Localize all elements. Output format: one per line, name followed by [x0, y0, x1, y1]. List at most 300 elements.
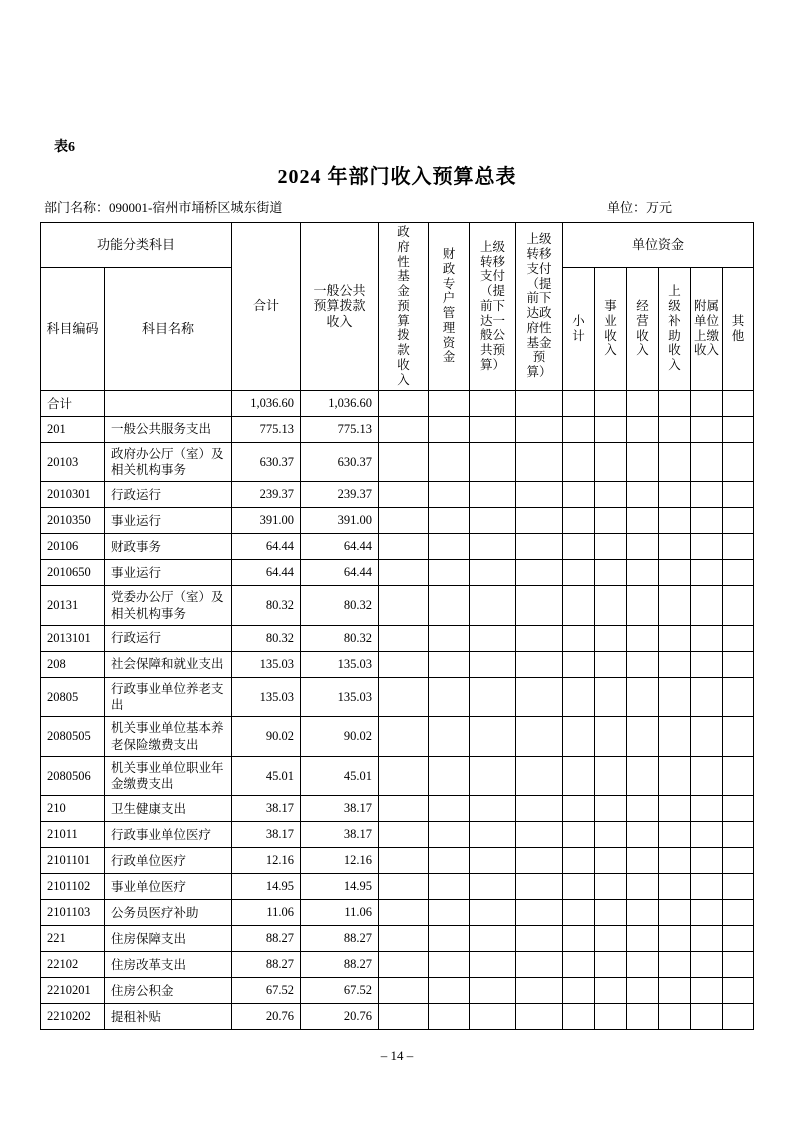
cell-fiscal-account-funds — [429, 560, 470, 586]
cell-subject-name: 社会保障和就业支出 — [105, 651, 232, 677]
table-row — [41, 586, 754, 626]
cell-transfer-general — [470, 677, 516, 717]
cell-subject-code: 221 — [41, 926, 105, 952]
cell-subject-code: 2101103 — [41, 900, 105, 926]
cell-gov-fund-income — [379, 534, 429, 560]
table-row — [41, 482, 754, 508]
cell-superior-subsidy-income — [659, 482, 691, 508]
cell-total: 391.00 — [232, 508, 301, 534]
cell-transfer-fund — [516, 416, 563, 442]
cell-subject-name: 住房公积金 — [105, 978, 232, 1004]
cell-superior-subsidy-income — [659, 952, 691, 978]
cell-subject-name: 行政单位医疗 — [105, 848, 232, 874]
cell-gov-fund-income — [379, 416, 429, 442]
cell-superior-subsidy-income — [659, 390, 691, 416]
cell-total: 775.13 — [232, 416, 301, 442]
cell-fiscal-account-funds — [429, 900, 470, 926]
cell-transfer-general — [470, 390, 516, 416]
cell-unit-subtotal — [563, 900, 595, 926]
cell-transfer-general — [470, 651, 516, 677]
cell-unit-subtotal — [563, 874, 595, 900]
unit-label: 单位：万元 — [607, 200, 673, 215]
header-other — [723, 268, 754, 391]
cell-superior-subsidy-income — [659, 978, 691, 1004]
header-unit-subtotal — [563, 268, 595, 391]
cell-general-budget-income: 12.16 — [301, 848, 379, 874]
table-row — [41, 560, 754, 586]
cell-business-income — [595, 796, 627, 822]
table-row — [41, 390, 754, 416]
cell-subject-code: 2080505 — [41, 717, 105, 757]
cell-unit-subtotal — [563, 651, 595, 677]
cell-general-budget-income: 80.32 — [301, 586, 379, 626]
header-fiscal-account — [429, 223, 470, 391]
cell-operating-income — [627, 926, 659, 952]
cell-fiscal-account-funds — [429, 978, 470, 1004]
cell-gov-fund-income — [379, 874, 429, 900]
cell-subject-code: 20103 — [41, 442, 105, 482]
cell-fiscal-account-funds — [429, 482, 470, 508]
cell-other — [723, 848, 754, 874]
header-superior-subsidy — [659, 268, 691, 391]
cell-unit-subtotal — [563, 822, 595, 848]
cell-total: 14.95 — [232, 874, 301, 900]
cell-superior-subsidy-income — [659, 822, 691, 848]
cell-transfer-fund — [516, 900, 563, 926]
cell-affiliated-income — [691, 796, 723, 822]
cell-other — [723, 651, 754, 677]
cell-subject-name: 党委办公厅（室）及相关机构事务 — [105, 586, 232, 626]
cell-total: 20.76 — [232, 1004, 301, 1030]
cell-superior-subsidy-income — [659, 416, 691, 442]
cell-business-income — [595, 822, 627, 848]
cell-superior-subsidy-income — [659, 756, 691, 796]
cell-transfer-general — [470, 508, 516, 534]
cell-affiliated-income — [691, 848, 723, 874]
cell-affiliated-income — [691, 756, 723, 796]
cell-fiscal-account-funds — [429, 848, 470, 874]
cell-transfer-general — [470, 717, 516, 757]
cell-superior-subsidy-income — [659, 625, 691, 651]
cell-fiscal-account-funds — [429, 796, 470, 822]
cell-other — [723, 717, 754, 757]
cell-business-income — [595, 952, 627, 978]
cell-other — [723, 625, 754, 651]
cell-business-income — [595, 482, 627, 508]
cell-affiliated-income — [691, 926, 723, 952]
header-business-income-label: 事业收入 — [604, 299, 617, 358]
budget-table-header — [41, 223, 754, 391]
table-row — [41, 756, 754, 796]
table-row — [41, 442, 754, 482]
cell-operating-income — [627, 978, 659, 1004]
header-transfer-general — [470, 223, 516, 391]
table-row — [41, 952, 754, 978]
table-row — [41, 796, 754, 822]
cell-subject-name: 机关事业单位职业年金缴费支出 — [105, 756, 232, 796]
cell-general-budget-income: 239.37 — [301, 482, 379, 508]
cell-operating-income — [627, 848, 659, 874]
page-title: 2024 年部门收入预算总表 — [277, 166, 517, 188]
cell-total: 64.44 — [232, 560, 301, 586]
cell-operating-income — [627, 390, 659, 416]
cell-operating-income — [627, 677, 659, 717]
cell-general-budget-income: 88.27 — [301, 952, 379, 978]
cell-unit-subtotal — [563, 926, 595, 952]
cell-transfer-general — [470, 874, 516, 900]
cell-affiliated-income — [691, 560, 723, 586]
cell-transfer-general — [470, 586, 516, 626]
cell-affiliated-income — [691, 442, 723, 482]
cell-subject-name: 提租补贴 — [105, 1004, 232, 1030]
cell-gov-fund-income — [379, 586, 429, 626]
cell-total: 11.06 — [232, 900, 301, 926]
cell-transfer-fund — [516, 796, 563, 822]
cell-total: 88.27 — [232, 952, 301, 978]
cell-total: 67.52 — [232, 978, 301, 1004]
cell-other — [723, 926, 754, 952]
cell-fiscal-account-funds — [429, 822, 470, 848]
header-operating-income-label: 经营收入 — [636, 299, 649, 358]
cell-superior-subsidy-income — [659, 926, 691, 952]
cell-business-income — [595, 651, 627, 677]
cell-other — [723, 442, 754, 482]
cell-subject-name: 卫生健康支出 — [105, 796, 232, 822]
cell-subject-code: 合计 — [41, 390, 105, 416]
cell-gov-fund-income — [379, 508, 429, 534]
cell-fiscal-account-funds — [429, 1004, 470, 1030]
cell-transfer-fund — [516, 717, 563, 757]
cell-subject-code: 20805 — [41, 677, 105, 717]
cell-transfer-fund — [516, 560, 563, 586]
cell-transfer-fund — [516, 482, 563, 508]
cell-general-budget-income: 64.44 — [301, 534, 379, 560]
cell-affiliated-income — [691, 717, 723, 757]
cell-subject-name: 政府办公厅（室）及相关机构事务 — [105, 442, 232, 482]
cell-gov-fund-income — [379, 560, 429, 586]
cell-subject-name: 行政运行 — [105, 625, 232, 651]
cell-transfer-general — [470, 625, 516, 651]
cell-subject-code: 20106 — [41, 534, 105, 560]
cell-business-income — [595, 756, 627, 796]
cell-total: 1,036.60 — [232, 390, 301, 416]
cell-affiliated-income — [691, 508, 723, 534]
header-other-label: 其他 — [731, 313, 745, 343]
cell-superior-subsidy-income — [659, 874, 691, 900]
table-row — [41, 900, 754, 926]
cell-other — [723, 978, 754, 1004]
cell-general-budget-income: 88.27 — [301, 926, 379, 952]
cell-subject-name: 一般公共服务支出 — [105, 416, 232, 442]
cell-operating-income — [627, 416, 659, 442]
cell-unit-subtotal — [563, 625, 595, 651]
cell-gov-fund-income — [379, 900, 429, 926]
cell-general-budget-income: 775.13 — [301, 416, 379, 442]
cell-subject-code: 22102 — [41, 952, 105, 978]
cell-gov-fund-income — [379, 390, 429, 416]
cell-unit-subtotal — [563, 1004, 595, 1030]
header-superior-subsidy-label: 上级补助收入 — [668, 284, 681, 373]
cell-total: 630.37 — [232, 442, 301, 482]
cell-operating-income — [627, 952, 659, 978]
cell-transfer-fund — [516, 677, 563, 717]
header-business-income — [595, 268, 627, 391]
cell-total: 12.16 — [232, 848, 301, 874]
cell-unit-subtotal — [563, 952, 595, 978]
cell-superior-subsidy-income — [659, 1004, 691, 1030]
cell-operating-income — [627, 900, 659, 926]
cell-business-income — [595, 900, 627, 926]
cell-total: 135.03 — [232, 651, 301, 677]
cell-business-income — [595, 560, 627, 586]
cell-fiscal-account-funds — [429, 952, 470, 978]
cell-gov-fund-income — [379, 717, 429, 757]
header-group-row — [41, 223, 754, 268]
department-name: 部门名称：090001-宿州市埇桥区城东街道 — [44, 200, 283, 215]
table-row — [41, 874, 754, 900]
cell-subject-code: 2013101 — [41, 625, 105, 651]
cell-fiscal-account-funds — [429, 625, 470, 651]
header-transfer-general-label: 上级转移支付（提前下达一般公共预算） — [480, 239, 506, 372]
header-gov-fund-label: 政府性基金预算拨款收入 — [397, 225, 410, 387]
header-unit-funds-group: 单位资金 — [563, 223, 754, 268]
cell-gov-fund-income — [379, 482, 429, 508]
cell-unit-subtotal — [563, 416, 595, 442]
cell-superior-subsidy-income — [659, 586, 691, 626]
header-transfer-fund — [516, 223, 563, 391]
cell-superior-subsidy-income — [659, 796, 691, 822]
cell-fiscal-account-funds — [429, 508, 470, 534]
cell-other — [723, 677, 754, 717]
cell-general-budget-income: 45.01 — [301, 756, 379, 796]
cell-unit-subtotal — [563, 508, 595, 534]
cell-fiscal-account-funds — [429, 677, 470, 717]
cell-transfer-fund — [516, 651, 563, 677]
cell-other — [723, 482, 754, 508]
cell-subject-code: 2010650 — [41, 560, 105, 586]
cell-total: 64.44 — [232, 534, 301, 560]
cell-operating-income — [627, 508, 659, 534]
cell-affiliated-income — [691, 482, 723, 508]
cell-affiliated-income — [691, 651, 723, 677]
cell-subject-name: 住房保障支出 — [105, 926, 232, 952]
table-row — [41, 625, 754, 651]
cell-fiscal-account-funds — [429, 416, 470, 442]
cell-general-budget-income: 11.06 — [301, 900, 379, 926]
cell-affiliated-income — [691, 586, 723, 626]
cell-operating-income — [627, 796, 659, 822]
cell-unit-subtotal — [563, 586, 595, 626]
cell-other — [723, 586, 754, 626]
cell-other — [723, 1004, 754, 1030]
cell-operating-income — [627, 442, 659, 482]
cell-gov-fund-income — [379, 848, 429, 874]
cell-superior-subsidy-income — [659, 560, 691, 586]
cell-transfer-general — [470, 1004, 516, 1030]
cell-subject-code: 2080506 — [41, 756, 105, 796]
cell-general-budget-income: 391.00 — [301, 508, 379, 534]
cell-transfer-fund — [516, 586, 563, 626]
cell-other — [723, 534, 754, 560]
cell-unit-subtotal — [563, 978, 595, 1004]
cell-affiliated-income — [691, 390, 723, 416]
cell-business-income — [595, 625, 627, 651]
page-number: – 14 – — [380, 1048, 414, 1063]
cell-subject-name: 事业运行 — [105, 508, 232, 534]
cell-transfer-general — [470, 822, 516, 848]
cell-transfer-general — [470, 534, 516, 560]
cell-affiliated-income — [691, 822, 723, 848]
header-gov-fund — [379, 223, 429, 391]
header-transfer-fund-label: 上级转移支付（提前下达政府性基金预算） — [526, 232, 552, 380]
cell-subject-name — [105, 390, 232, 416]
cell-gov-fund-income — [379, 677, 429, 717]
cell-superior-subsidy-income — [659, 900, 691, 926]
cell-transfer-fund — [516, 442, 563, 482]
header-general-budget — [301, 223, 379, 391]
table-row — [41, 848, 754, 874]
header-unit-subtotal-label: 小计 — [572, 313, 585, 343]
cell-operating-income — [627, 1004, 659, 1030]
cell-general-budget-income: 14.95 — [301, 874, 379, 900]
table-row — [41, 1004, 754, 1030]
cell-subject-name: 财政事务 — [105, 534, 232, 560]
cell-subject-code: 2010301 — [41, 482, 105, 508]
cell-transfer-general — [470, 560, 516, 586]
cell-operating-income — [627, 534, 659, 560]
cell-affiliated-income — [691, 677, 723, 717]
cell-transfer-fund — [516, 822, 563, 848]
cell-general-budget-income: 135.03 — [301, 651, 379, 677]
cell-other — [723, 952, 754, 978]
cell-unit-subtotal — [563, 560, 595, 586]
table-row — [41, 822, 754, 848]
cell-affiliated-income — [691, 874, 723, 900]
cell-unit-subtotal — [563, 677, 595, 717]
cell-transfer-fund — [516, 848, 563, 874]
cell-superior-subsidy-income — [659, 651, 691, 677]
cell-transfer-general — [470, 416, 516, 442]
cell-total: 88.27 — [232, 926, 301, 952]
budget-table — [40, 222, 754, 1030]
cell-business-income — [595, 416, 627, 442]
header-affiliated-income-label: 附属单位上缴收入 — [694, 299, 720, 358]
cell-transfer-general — [470, 848, 516, 874]
cell-fiscal-account-funds — [429, 926, 470, 952]
cell-other — [723, 508, 754, 534]
cell-business-income — [595, 442, 627, 482]
cell-fiscal-account-funds — [429, 442, 470, 482]
cell-affiliated-income — [691, 416, 723, 442]
table-row — [41, 978, 754, 1004]
cell-business-income — [595, 390, 627, 416]
cell-operating-income — [627, 625, 659, 651]
cell-gov-fund-income — [379, 756, 429, 796]
cell-fiscal-account-funds — [429, 756, 470, 796]
cell-business-income — [595, 508, 627, 534]
cell-operating-income — [627, 560, 659, 586]
cell-fiscal-account-funds — [429, 717, 470, 757]
cell-unit-subtotal — [563, 534, 595, 560]
cell-subject-code: 21011 — [41, 822, 105, 848]
cell-gov-fund-income — [379, 625, 429, 651]
table-label: 表6 — [54, 140, 75, 155]
cell-other — [723, 900, 754, 926]
table-row — [41, 717, 754, 757]
cell-subject-code: 2010350 — [41, 508, 105, 534]
cell-general-budget-income: 630.37 — [301, 442, 379, 482]
cell-subject-code: 2101102 — [41, 874, 105, 900]
cell-general-budget-income: 20.76 — [301, 1004, 379, 1030]
cell-superior-subsidy-income — [659, 442, 691, 482]
cell-transfer-general — [470, 796, 516, 822]
cell-affiliated-income — [691, 978, 723, 1004]
cell-transfer-general — [470, 952, 516, 978]
cell-subject-code: 2101101 — [41, 848, 105, 874]
cell-general-budget-income: 38.17 — [301, 796, 379, 822]
cell-business-income — [595, 978, 627, 1004]
cell-business-income — [595, 677, 627, 717]
cell-unit-subtotal — [563, 756, 595, 796]
cell-other — [723, 796, 754, 822]
cell-gov-fund-income — [379, 1004, 429, 1030]
cell-superior-subsidy-income — [659, 677, 691, 717]
cell-total: 80.32 — [232, 625, 301, 651]
cell-general-budget-income: 135.03 — [301, 677, 379, 717]
cell-total: 38.17 — [232, 796, 301, 822]
cell-subject-code: 2210202 — [41, 1004, 105, 1030]
table-row — [41, 508, 754, 534]
budget-table-body — [41, 390, 754, 1030]
table-row — [41, 926, 754, 952]
cell-unit-subtotal — [563, 848, 595, 874]
cell-business-income — [595, 534, 627, 560]
cell-affiliated-income — [691, 900, 723, 926]
cell-subject-name: 住房改革支出 — [105, 952, 232, 978]
cell-transfer-fund — [516, 926, 563, 952]
cell-general-budget-income: 67.52 — [301, 978, 379, 1004]
cell-total: 135.03 — [232, 677, 301, 717]
cell-other — [723, 390, 754, 416]
cell-fiscal-account-funds — [429, 651, 470, 677]
cell-subject-code: 201 — [41, 416, 105, 442]
cell-subject-code: 210 — [41, 796, 105, 822]
cell-transfer-general — [470, 482, 516, 508]
cell-general-budget-income: 38.17 — [301, 822, 379, 848]
cell-unit-subtotal — [563, 482, 595, 508]
cell-business-income — [595, 1004, 627, 1030]
cell-general-budget-income: 90.02 — [301, 717, 379, 757]
table-row — [41, 534, 754, 560]
cell-operating-income — [627, 756, 659, 796]
cell-transfer-fund — [516, 534, 563, 560]
cell-subject-name: 行政事业单位养老支出 — [105, 677, 232, 717]
cell-subject-name: 事业运行 — [105, 560, 232, 586]
cell-operating-income — [627, 822, 659, 848]
cell-unit-subtotal — [563, 390, 595, 416]
table-row — [41, 651, 754, 677]
cell-affiliated-income — [691, 952, 723, 978]
cell-subject-name: 行政事业单位医疗 — [105, 822, 232, 848]
cell-operating-income — [627, 651, 659, 677]
cell-superior-subsidy-income — [659, 848, 691, 874]
cell-total: 45.01 — [232, 756, 301, 796]
cell-subject-name: 公务员医疗补助 — [105, 900, 232, 926]
cell-superior-subsidy-income — [659, 534, 691, 560]
cell-transfer-fund — [516, 978, 563, 1004]
cell-transfer-fund — [516, 756, 563, 796]
header-total: 合计 — [232, 223, 301, 391]
